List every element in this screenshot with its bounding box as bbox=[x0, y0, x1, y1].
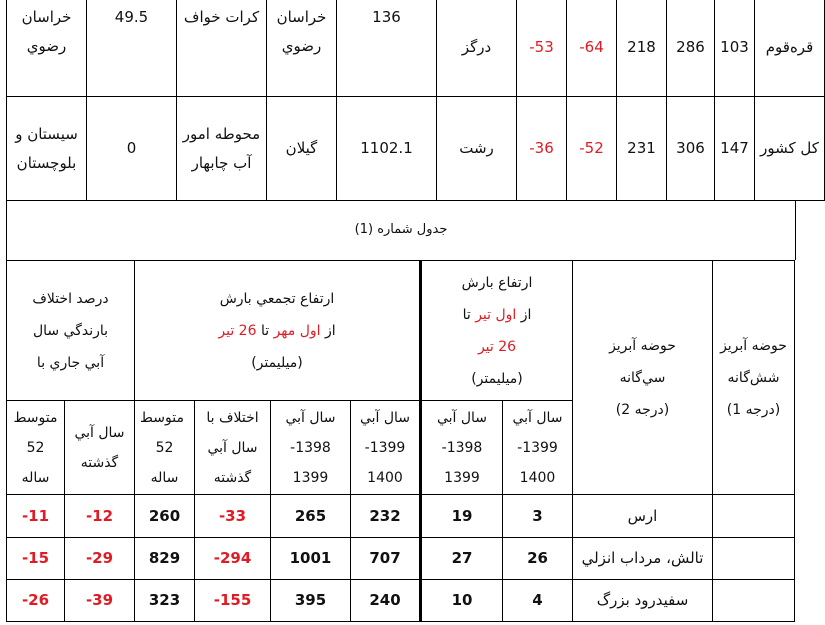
value-cell: 707 bbox=[351, 538, 421, 580]
value-cell: 286 bbox=[667, 0, 715, 97]
rain-height-unit: (ميليمتر) bbox=[471, 370, 523, 387]
value-cell: -26 bbox=[7, 580, 65, 622]
table-row bbox=[7, 495, 795, 538]
rainfall-table bbox=[6, 260, 795, 622]
subheader-cell: متوسط 52 ساله bbox=[135, 401, 195, 495]
province-cell: خراسان رضوي bbox=[267, 0, 337, 97]
station-cell: محوطه امور آب چابهار bbox=[177, 97, 267, 201]
subheader-cell: سال آبي گذشته bbox=[65, 401, 135, 495]
rain-height-from: از bbox=[516, 306, 532, 323]
rain-height-end: 26 تير bbox=[477, 338, 517, 355]
header-cumulative bbox=[135, 261, 421, 401]
value-cell: 1001 bbox=[271, 538, 351, 580]
value-cell: 19 bbox=[421, 495, 503, 538]
cumulative-unit: (ميليمتر) bbox=[251, 354, 303, 371]
cumulative-to: تا bbox=[256, 322, 274, 339]
value-cell: 147 bbox=[715, 97, 755, 201]
basin-6-cell bbox=[713, 538, 795, 580]
value-cell: 136 bbox=[337, 0, 437, 97]
top-table bbox=[6, 0, 825, 201]
subheader-cell: سال آبي 1398-1399 bbox=[421, 401, 503, 495]
table-caption: جدول شماره (1) bbox=[6, 200, 796, 260]
value-cell: 26 bbox=[503, 538, 573, 580]
value-cell: -155 bbox=[195, 580, 271, 622]
value-cell: -294 bbox=[195, 538, 271, 580]
value-cell: 323 bbox=[135, 580, 195, 622]
basin-cell: کل کشور bbox=[755, 97, 825, 201]
station-cell: رشت bbox=[437, 97, 517, 201]
value-cell: 240 bbox=[351, 580, 421, 622]
station-cell: کرات خواف bbox=[177, 0, 267, 97]
cumulative-start: اول مهر bbox=[273, 322, 321, 339]
value-cell: 231 bbox=[617, 97, 667, 201]
value-cell: 4 bbox=[503, 580, 573, 622]
cumulative-end: 26 تير bbox=[218, 322, 257, 339]
basin-30-cell: سفيدرود بزرگ bbox=[573, 580, 713, 622]
value-cell: -52 bbox=[567, 97, 617, 201]
value-cell: -36 bbox=[517, 97, 567, 201]
header-basin-30: حوضه آبريز سي‌گانه (درجه 2) bbox=[573, 261, 713, 495]
basin-30-cell: ارس bbox=[573, 495, 713, 538]
subheader-cell: سال آبي 1399-1400 bbox=[351, 401, 421, 495]
value-cell: -53 bbox=[517, 0, 567, 97]
value-cell: 1102.1 bbox=[337, 97, 437, 201]
subheader-cell: سال آبي 1398-1399 bbox=[271, 401, 351, 495]
value-cell: 218 bbox=[617, 0, 667, 97]
table-row bbox=[7, 580, 795, 622]
value-cell: 395 bbox=[271, 580, 351, 622]
value-cell: 260 bbox=[135, 495, 195, 538]
basin-cell: قره‌قوم bbox=[755, 0, 825, 97]
value-cell: -33 bbox=[195, 495, 271, 538]
value-cell: 306 bbox=[667, 97, 715, 201]
table-row bbox=[7, 538, 795, 580]
value-cell: 232 bbox=[351, 495, 421, 538]
value-cell: 829 bbox=[135, 538, 195, 580]
value-cell: -39 bbox=[65, 580, 135, 622]
basin-30-cell: تالش، مرداب انزلي bbox=[573, 538, 713, 580]
basin-6-cell bbox=[713, 495, 795, 538]
header-percent-diff: درصد اختلاف بارندگي سال آبي جاري با bbox=[7, 261, 135, 401]
table-row bbox=[7, 97, 825, 201]
value-cell: -64 bbox=[567, 0, 617, 97]
value-cell: 49.5 bbox=[87, 0, 177, 97]
province-cell: خراسان رضوي bbox=[7, 0, 87, 97]
value-cell: -29 bbox=[65, 538, 135, 580]
value-cell: -15 bbox=[7, 538, 65, 580]
station-cell: درگز bbox=[437, 0, 517, 97]
value-cell: 10 bbox=[421, 580, 503, 622]
basin-6-cell bbox=[713, 580, 795, 622]
rain-height-title: ارتفاع بارش bbox=[461, 274, 533, 291]
rain-height-start: اول تير bbox=[475, 306, 517, 323]
subheader-cell: اختلاف با سال آبي گذشته bbox=[195, 401, 271, 495]
subheader-cell: متوسط 52 ساله bbox=[7, 401, 65, 495]
value-cell: -11 bbox=[7, 495, 65, 538]
cumulative-from: از bbox=[320, 322, 336, 339]
value-cell: 27 bbox=[421, 538, 503, 580]
province-cell: گيلان bbox=[267, 97, 337, 201]
value-cell: 265 bbox=[271, 495, 351, 538]
subheader-cell: سال آبي 1399-1400 bbox=[503, 401, 573, 495]
value-cell: -12 bbox=[65, 495, 135, 538]
header-row bbox=[7, 261, 795, 401]
value-cell: 103 bbox=[715, 0, 755, 97]
header-rain-height bbox=[421, 261, 573, 401]
province-cell: سيستان و بلوچستان bbox=[7, 97, 87, 201]
header-basin-6: حوضه آبريز شش‌گانه (درجه 1) bbox=[713, 261, 795, 495]
value-cell: 0 bbox=[87, 97, 177, 201]
rain-height-to: تا bbox=[462, 306, 476, 323]
table-row bbox=[7, 0, 825, 97]
value-cell: 3 bbox=[503, 495, 573, 538]
cumulative-title: ارتفاع تجمعي بارش bbox=[219, 290, 335, 307]
